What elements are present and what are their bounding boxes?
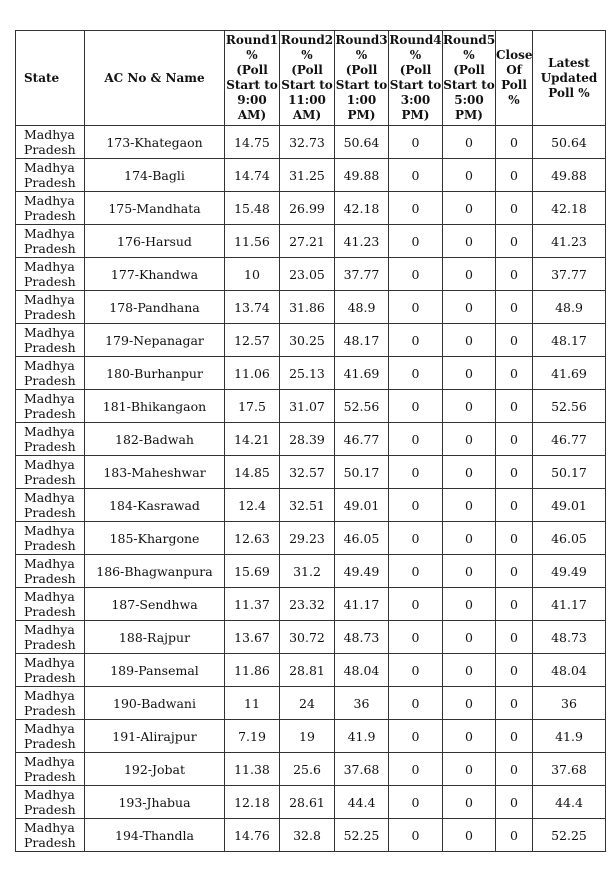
cell-close-of-poll: 0 <box>496 357 533 390</box>
cell-round2: 30.72 <box>280 621 335 654</box>
cell-round2: 28.61 <box>280 786 335 819</box>
cell-latest-updated-poll: 48.17 <box>533 324 606 357</box>
cell-latest-updated-poll: 41.17 <box>533 588 606 621</box>
cell-latest-updated-poll: 41.69 <box>533 357 606 390</box>
cell-close-of-poll: 0 <box>496 489 533 522</box>
cell-round4: 0 <box>389 258 443 291</box>
cell-round4: 0 <box>389 357 443 390</box>
table-row <box>16 555 606 588</box>
table-row <box>16 159 606 192</box>
cell-state: Madhya Pradesh <box>16 423 85 456</box>
cell-close-of-poll: 0 <box>496 654 533 687</box>
cell-round3: 46.77 <box>335 423 389 456</box>
cell-state: Madhya Pradesh <box>16 819 85 852</box>
cell-round3: 52.25 <box>335 819 389 852</box>
poll-percentage-table <box>15 30 606 852</box>
cell-latest-updated-poll: 49.01 <box>533 489 606 522</box>
cell-ac-no-name: 193-Jhabua <box>85 786 225 819</box>
cell-round3: 37.77 <box>335 258 389 291</box>
cell-round5: 0 <box>443 588 496 621</box>
cell-round5: 0 <box>443 390 496 423</box>
cell-round4: 0 <box>389 456 443 489</box>
cell-round2: 25.6 <box>280 753 335 786</box>
cell-round4: 0 <box>389 786 443 819</box>
header-round1: Round1 % (Poll Start to 9:00 AM) <box>225 31 280 126</box>
cell-round1: 12.4 <box>225 489 280 522</box>
cell-round4: 0 <box>389 555 443 588</box>
cell-round3: 50.17 <box>335 456 389 489</box>
cell-round2: 29.23 <box>280 522 335 555</box>
cell-close-of-poll: 0 <box>496 159 533 192</box>
cell-ac-no-name: 182-Badwah <box>85 423 225 456</box>
cell-round2: 32.51 <box>280 489 335 522</box>
cell-round3: 41.9 <box>335 720 389 753</box>
cell-state: Madhya Pradesh <box>16 753 85 786</box>
cell-close-of-poll: 0 <box>496 687 533 720</box>
cell-round2: 32.57 <box>280 456 335 489</box>
table-row <box>16 324 606 357</box>
cell-round2: 30.25 <box>280 324 335 357</box>
cell-round4: 0 <box>389 753 443 786</box>
table-row <box>16 720 606 753</box>
cell-round5: 0 <box>443 357 496 390</box>
cell-round1: 11 <box>225 687 280 720</box>
header-round3: Round3 % (Poll Start to 1:00 PM) <box>335 31 389 126</box>
cell-ac-no-name: 187-Sendhwa <box>85 588 225 621</box>
cell-state: Madhya Pradesh <box>16 192 85 225</box>
cell-round3: 49.88 <box>335 159 389 192</box>
cell-latest-updated-poll: 48.73 <box>533 621 606 654</box>
cell-round3: 42.18 <box>335 192 389 225</box>
cell-round5: 0 <box>443 621 496 654</box>
table-row <box>16 126 606 159</box>
cell-round2: 31.25 <box>280 159 335 192</box>
cell-state: Madhya Pradesh <box>16 786 85 819</box>
table-row <box>16 588 606 621</box>
cell-state: Madhya Pradesh <box>16 720 85 753</box>
cell-round5: 0 <box>443 291 496 324</box>
cell-round5: 0 <box>443 687 496 720</box>
cell-round3: 41.23 <box>335 225 389 258</box>
cell-latest-updated-poll: 41.9 <box>533 720 606 753</box>
cell-latest-updated-poll: 37.68 <box>533 753 606 786</box>
cell-round2: 24 <box>280 687 335 720</box>
cell-round1: 11.56 <box>225 225 280 258</box>
cell-round5: 0 <box>443 654 496 687</box>
cell-close-of-poll: 0 <box>496 753 533 786</box>
cell-close-of-poll: 0 <box>496 621 533 654</box>
cell-round1: 15.69 <box>225 555 280 588</box>
table-row <box>16 753 606 786</box>
header-state: State <box>16 31 85 126</box>
cell-round4: 0 <box>389 621 443 654</box>
cell-round1: 14.21 <box>225 423 280 456</box>
cell-state: Madhya Pradesh <box>16 126 85 159</box>
cell-state: Madhya Pradesh <box>16 291 85 324</box>
cell-close-of-poll: 0 <box>496 126 533 159</box>
table-row <box>16 390 606 423</box>
cell-state: Madhya Pradesh <box>16 588 85 621</box>
cell-ac-no-name: 191-Alirajpur <box>85 720 225 753</box>
cell-state: Madhya Pradesh <box>16 687 85 720</box>
cell-close-of-poll: 0 <box>496 291 533 324</box>
table-body <box>16 126 606 852</box>
cell-round3: 48.9 <box>335 291 389 324</box>
cell-round4: 0 <box>389 687 443 720</box>
cell-round1: 12.63 <box>225 522 280 555</box>
cell-round4: 0 <box>389 291 443 324</box>
cell-latest-updated-poll: 49.88 <box>533 159 606 192</box>
cell-round5: 0 <box>443 819 496 852</box>
cell-round5: 0 <box>443 753 496 786</box>
cell-latest-updated-poll: 49.49 <box>533 555 606 588</box>
cell-state: Madhya Pradesh <box>16 489 85 522</box>
cell-round1: 10 <box>225 258 280 291</box>
cell-ac-no-name: 194-Thandla <box>85 819 225 852</box>
cell-close-of-poll: 0 <box>496 720 533 753</box>
cell-round1: 13.74 <box>225 291 280 324</box>
cell-round1: 11.37 <box>225 588 280 621</box>
cell-round4: 0 <box>389 588 443 621</box>
cell-ac-no-name: 184-Kasrawad <box>85 489 225 522</box>
cell-ac-no-name: 178-Pandhana <box>85 291 225 324</box>
cell-state: Madhya Pradesh <box>16 258 85 291</box>
cell-ac-no-name: 189-Pansemal <box>85 654 225 687</box>
cell-round4: 0 <box>389 324 443 357</box>
table-row <box>16 258 606 291</box>
cell-close-of-poll: 0 <box>496 522 533 555</box>
cell-round3: 52.56 <box>335 390 389 423</box>
table-row <box>16 423 606 456</box>
cell-round3: 49.49 <box>335 555 389 588</box>
cell-round1: 15.48 <box>225 192 280 225</box>
cell-round2: 32.73 <box>280 126 335 159</box>
cell-round5: 0 <box>443 456 496 489</box>
cell-round4: 0 <box>389 489 443 522</box>
cell-round2: 23.32 <box>280 588 335 621</box>
cell-round1: 11.06 <box>225 357 280 390</box>
cell-round1: 14.74 <box>225 159 280 192</box>
cell-latest-updated-poll: 48.9 <box>533 291 606 324</box>
cell-state: Madhya Pradesh <box>16 390 85 423</box>
cell-round3: 48.17 <box>335 324 389 357</box>
table-row <box>16 192 606 225</box>
cell-round1: 13.67 <box>225 621 280 654</box>
cell-round1: 12.18 <box>225 786 280 819</box>
cell-round2: 19 <box>280 720 335 753</box>
cell-state: Madhya Pradesh <box>16 324 85 357</box>
cell-round5: 0 <box>443 324 496 357</box>
cell-round2: 32.8 <box>280 819 335 852</box>
cell-state: Madhya Pradesh <box>16 357 85 390</box>
cell-round4: 0 <box>389 423 443 456</box>
cell-ac-no-name: 175-Mandhata <box>85 192 225 225</box>
cell-round4: 0 <box>389 522 443 555</box>
cell-round2: 25.13 <box>280 357 335 390</box>
table-row <box>16 786 606 819</box>
cell-latest-updated-poll: 48.04 <box>533 654 606 687</box>
cell-round4: 0 <box>389 192 443 225</box>
table-row <box>16 654 606 687</box>
table-row <box>16 291 606 324</box>
cell-round5: 0 <box>443 126 496 159</box>
cell-round5: 0 <box>443 225 496 258</box>
cell-round2: 31.2 <box>280 555 335 588</box>
cell-ac-no-name: 179-Nepanagar <box>85 324 225 357</box>
cell-round2: 27.21 <box>280 225 335 258</box>
poll-table-container <box>15 30 606 852</box>
cell-ac-no-name: 185-Khargone <box>85 522 225 555</box>
cell-round1: 7.19 <box>225 720 280 753</box>
cell-round1: 11.38 <box>225 753 280 786</box>
cell-round2: 28.39 <box>280 423 335 456</box>
cell-state: Madhya Pradesh <box>16 456 85 489</box>
cell-state: Madhya Pradesh <box>16 621 85 654</box>
cell-close-of-poll: 0 <box>496 786 533 819</box>
cell-round1: 12.57 <box>225 324 280 357</box>
cell-ac-no-name: 192-Jobat <box>85 753 225 786</box>
cell-state: Madhya Pradesh <box>16 654 85 687</box>
header-round4: Round4 % (Poll Start to 3:00 PM) <box>389 31 443 126</box>
header-row <box>16 31 606 126</box>
cell-round4: 0 <box>389 654 443 687</box>
cell-latest-updated-poll: 46.05 <box>533 522 606 555</box>
cell-round3: 36 <box>335 687 389 720</box>
cell-round5: 0 <box>443 720 496 753</box>
cell-latest-updated-poll: 36 <box>533 687 606 720</box>
cell-round4: 0 <box>389 159 443 192</box>
cell-latest-updated-poll: 37.77 <box>533 258 606 291</box>
cell-ac-no-name: 188-Rajpur <box>85 621 225 654</box>
cell-round2: 31.07 <box>280 390 335 423</box>
cell-close-of-poll: 0 <box>496 225 533 258</box>
header-ac-no-name: AC No & Name <box>85 31 225 126</box>
table-row <box>16 522 606 555</box>
cell-round4: 0 <box>389 225 443 258</box>
cell-round1: 11.86 <box>225 654 280 687</box>
cell-round5: 0 <box>443 786 496 819</box>
table-row <box>16 489 606 522</box>
cell-round5: 0 <box>443 258 496 291</box>
cell-round1: 14.76 <box>225 819 280 852</box>
cell-round4: 0 <box>389 126 443 159</box>
cell-ac-no-name: 174-Bagli <box>85 159 225 192</box>
cell-round4: 0 <box>389 819 443 852</box>
cell-latest-updated-poll: 46.77 <box>533 423 606 456</box>
cell-round3: 46.05 <box>335 522 389 555</box>
table-row <box>16 687 606 720</box>
cell-close-of-poll: 0 <box>496 456 533 489</box>
cell-round5: 0 <box>443 423 496 456</box>
cell-latest-updated-poll: 50.17 <box>533 456 606 489</box>
cell-latest-updated-poll: 41.23 <box>533 225 606 258</box>
header-close-of-poll: Close Of Poll % <box>496 31 533 126</box>
table-row <box>16 819 606 852</box>
cell-round5: 0 <box>443 159 496 192</box>
cell-close-of-poll: 0 <box>496 192 533 225</box>
cell-round2: 28.81 <box>280 654 335 687</box>
table-row <box>16 621 606 654</box>
cell-round5: 0 <box>443 555 496 588</box>
table-row <box>16 456 606 489</box>
cell-latest-updated-poll: 44.4 <box>533 786 606 819</box>
cell-round3: 37.68 <box>335 753 389 786</box>
cell-round3: 41.69 <box>335 357 389 390</box>
cell-round5: 0 <box>443 192 496 225</box>
cell-latest-updated-poll: 52.25 <box>533 819 606 852</box>
cell-close-of-poll: 0 <box>496 588 533 621</box>
cell-ac-no-name: 177-Khandwa <box>85 258 225 291</box>
cell-state: Madhya Pradesh <box>16 522 85 555</box>
table-row <box>16 357 606 390</box>
cell-ac-no-name: 181-Bhikangaon <box>85 390 225 423</box>
cell-state: Madhya Pradesh <box>16 159 85 192</box>
cell-round3: 41.17 <box>335 588 389 621</box>
cell-round4: 0 <box>389 720 443 753</box>
cell-round2: 23.05 <box>280 258 335 291</box>
cell-round3: 44.4 <box>335 786 389 819</box>
table-row <box>16 225 606 258</box>
header-round2: Round2 % (Poll Start to 11:00 AM) <box>280 31 335 126</box>
header-latest-updated-poll: Latest Updated Poll % <box>533 31 606 126</box>
cell-round1: 17.5 <box>225 390 280 423</box>
cell-round1: 14.85 <box>225 456 280 489</box>
cell-close-of-poll: 0 <box>496 819 533 852</box>
cell-latest-updated-poll: 52.56 <box>533 390 606 423</box>
cell-state: Madhya Pradesh <box>16 555 85 588</box>
cell-ac-no-name: 190-Badwani <box>85 687 225 720</box>
cell-round2: 31.86 <box>280 291 335 324</box>
cell-round1: 14.75 <box>225 126 280 159</box>
cell-close-of-poll: 0 <box>496 258 533 291</box>
cell-round3: 49.01 <box>335 489 389 522</box>
cell-round3: 50.64 <box>335 126 389 159</box>
cell-ac-no-name: 186-Bhagwanpura <box>85 555 225 588</box>
cell-close-of-poll: 0 <box>496 390 533 423</box>
cell-round4: 0 <box>389 390 443 423</box>
cell-state: Madhya Pradesh <box>16 225 85 258</box>
cell-latest-updated-poll: 50.64 <box>533 126 606 159</box>
cell-round3: 48.04 <box>335 654 389 687</box>
cell-close-of-poll: 0 <box>496 423 533 456</box>
cell-ac-no-name: 180-Burhanpur <box>85 357 225 390</box>
cell-round3: 48.73 <box>335 621 389 654</box>
cell-round5: 0 <box>443 489 496 522</box>
cell-close-of-poll: 0 <box>496 555 533 588</box>
cell-close-of-poll: 0 <box>496 324 533 357</box>
cell-ac-no-name: 183-Maheshwar <box>85 456 225 489</box>
cell-latest-updated-poll: 42.18 <box>533 192 606 225</box>
cell-round5: 0 <box>443 522 496 555</box>
cell-round2: 26.99 <box>280 192 335 225</box>
cell-ac-no-name: 173-Khategaon <box>85 126 225 159</box>
cell-ac-no-name: 176-Harsud <box>85 225 225 258</box>
header-round5: Round5 % (Poll Start to 5:00 PM) <box>443 31 496 126</box>
